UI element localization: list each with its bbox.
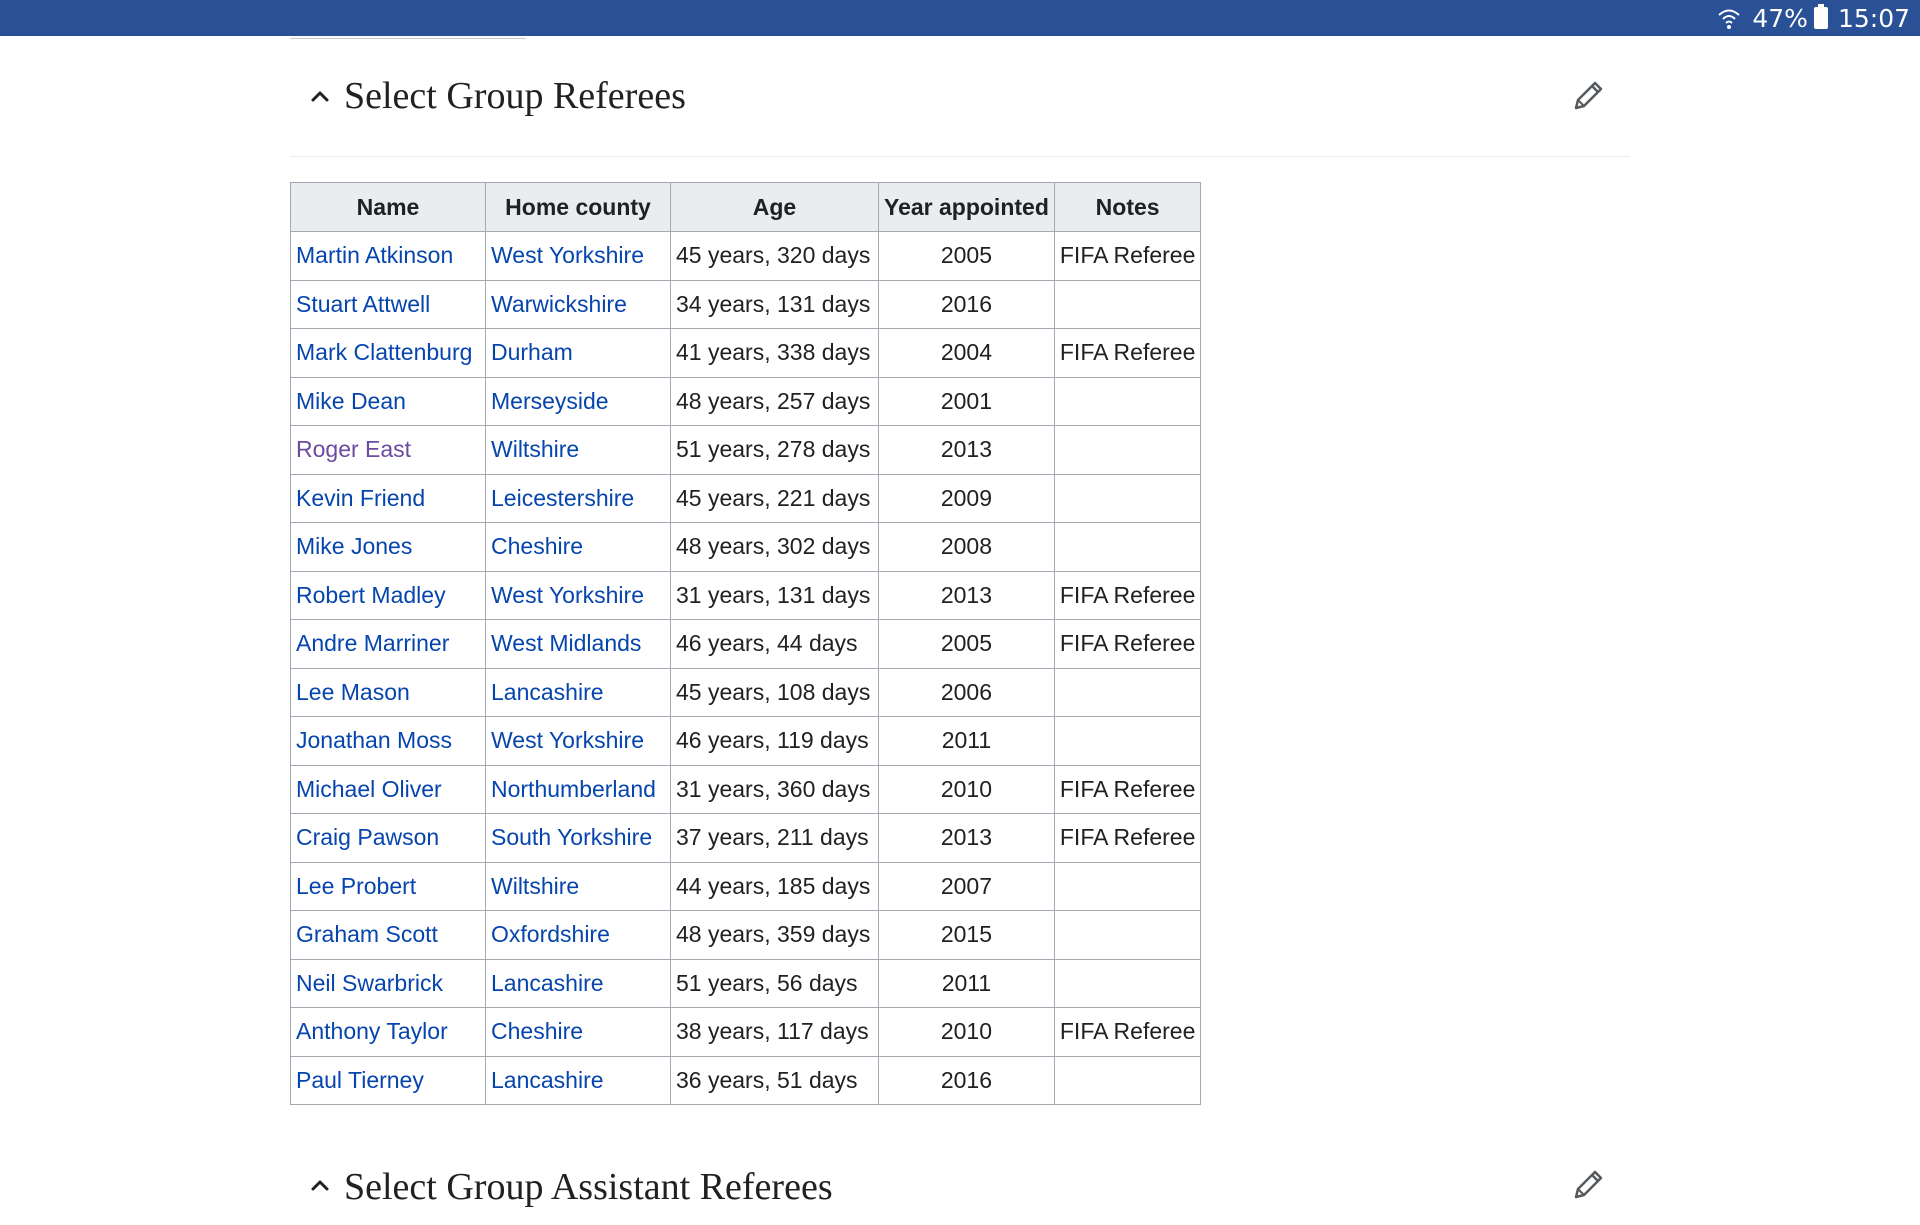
age-cell: 48 years, 359 days: [676, 921, 871, 948]
notes-cell: FIFA Referee: [1059, 581, 1196, 608]
home-county-cell[interactable]: [486, 232, 671, 281]
notes-cell: [1054, 1008, 1201, 1057]
referee-name-cell[interactable]: [291, 280, 486, 329]
home-county-cell[interactable]: [486, 280, 671, 329]
referee-name-cell[interactable]: [291, 911, 486, 960]
home-county-cell[interactable]: [486, 668, 671, 717]
age-cell: [671, 523, 879, 572]
notes-cell: [1054, 911, 1201, 960]
column-header-county[interactable]: Home county: [486, 183, 671, 232]
table-row: [291, 959, 1201, 1008]
table-row: [291, 329, 1201, 378]
referee-name-cell[interactable]: [291, 377, 486, 426]
notes-cell: [1054, 426, 1201, 475]
year-appointed-cell: [879, 474, 1055, 523]
home-county-link[interactable]: Leicestershire: [491, 484, 635, 511]
year-appointed-cell: 2011: [941, 727, 992, 754]
home-county-link[interactable]: Lancashire: [491, 1066, 604, 1093]
column-header-year[interactable]: Year appointed: [879, 183, 1055, 232]
year-appointed-cell: 2015: [940, 921, 993, 948]
notes-cell: FIFA Referee: [1059, 339, 1196, 366]
notes-cell: [1054, 717, 1201, 766]
home-county-cell[interactable]: [486, 377, 671, 426]
notes-cell: [1054, 232, 1201, 281]
age-cell: [671, 329, 879, 378]
table-row: [291, 717, 1201, 766]
home-county-cell[interactable]: [486, 765, 671, 814]
age-cell: [671, 911, 879, 960]
referee-name-cell[interactable]: [291, 620, 486, 669]
referee-name-link[interactable]: Mark Clattenburg: [296, 339, 473, 366]
year-appointed-cell: 2007: [940, 872, 993, 899]
notes-cell: [1054, 571, 1201, 620]
age-cell: 41 years, 338 days: [676, 339, 871, 366]
age-cell: 37 years, 211 days: [676, 824, 869, 851]
section-header-referees[interactable]: [290, 36, 1630, 157]
battery-icon: [1814, 7, 1828, 29]
table-row: [291, 571, 1201, 620]
home-county-cell[interactable]: [486, 426, 671, 475]
year-appointed-cell: [879, 1008, 1055, 1057]
year-appointed-cell: 2010: [940, 775, 993, 802]
table-row: [291, 862, 1201, 911]
referee-name-link[interactable]: Neil Swarbrick: [296, 969, 443, 996]
section-header-assistant-referees[interactable]: [290, 1135, 1630, 1225]
status-bar: [0, 0, 1920, 36]
age-cell: 46 years, 119 days: [676, 727, 869, 754]
pencil-icon[interactable]: [1568, 76, 1608, 116]
year-appointed-cell: [879, 814, 1055, 863]
year-appointed-cell: 2013: [940, 436, 993, 463]
referee-name-link[interactable]: Mike Jones: [296, 533, 413, 560]
wifi-icon: [1716, 5, 1742, 31]
home-county-cell[interactable]: [486, 523, 671, 572]
referee-name-cell[interactable]: [291, 232, 486, 281]
year-appointed-cell: 2013: [940, 581, 993, 608]
referee-name-link[interactable]: Martin Atkinson: [296, 242, 454, 269]
year-appointed-cell: [879, 717, 1055, 766]
year-appointed-cell: [879, 620, 1055, 669]
table-row: [291, 474, 1201, 523]
referee-name-link[interactable]: Roger East: [296, 436, 412, 463]
referee-name-link[interactable]: Paul Tierney: [296, 1066, 424, 1093]
table-row: [291, 280, 1201, 329]
age-cell: [671, 377, 879, 426]
notes-cell: FIFA Referee: [1059, 242, 1196, 269]
clock: 15:07: [1837, 3, 1910, 33]
age-cell: [671, 571, 879, 620]
home-county-link[interactable]: West Yorkshire: [491, 242, 644, 269]
column-header-name[interactable]: Name: [291, 183, 486, 232]
year-appointed-cell: [879, 426, 1055, 475]
year-appointed-cell: 2004: [940, 339, 993, 366]
home-county-link[interactable]: West Yorkshire: [491, 581, 644, 608]
home-county-link[interactable]: Oxfordshire: [491, 921, 610, 948]
home-county-cell[interactable]: [486, 474, 671, 523]
age-cell: [671, 765, 879, 814]
referee-name-cell[interactable]: [291, 329, 486, 378]
referee-name-cell[interactable]: [291, 523, 486, 572]
age-cell: [671, 1008, 879, 1057]
home-county-cell[interactable]: [486, 620, 671, 669]
age-cell: 45 years, 221 days: [676, 484, 871, 511]
age-cell: [671, 280, 879, 329]
age-cell: [671, 862, 879, 911]
home-county-cell[interactable]: [486, 911, 671, 960]
referee-name-cell[interactable]: [291, 1008, 486, 1057]
home-county-cell[interactable]: [486, 1008, 671, 1057]
year-appointed-cell: 2005: [940, 630, 993, 657]
age-cell: 51 years, 278 days: [676, 436, 871, 463]
table-wrapper: [290, 157, 1630, 1135]
referee-name-link[interactable]: Mike Dean: [296, 387, 406, 414]
referee-name-cell[interactable]: [291, 1056, 486, 1105]
home-county-link[interactable]: Wiltshire: [491, 872, 580, 899]
year-appointed-cell: 2005: [940, 242, 993, 269]
referee-name-cell[interactable]: [291, 862, 486, 911]
home-county-link[interactable]: West Midlands: [491, 630, 642, 657]
section-title: Select Group Referees: [344, 75, 686, 117]
chevron-up-icon[interactable]: [300, 1165, 340, 1205]
referee-name-link[interactable]: Michael Oliver: [296, 775, 442, 802]
year-appointed-cell: 2006: [940, 678, 993, 705]
referee-name-cell[interactable]: [291, 668, 486, 717]
notes-cell: [1054, 329, 1201, 378]
age-cell: 36 years, 51 days: [676, 1066, 858, 1093]
notes-cell: FIFA Referee: [1059, 824, 1196, 851]
referee-name-link[interactable]: Jonathan Moss: [296, 727, 452, 754]
section-title: Select Group Assistant Referees: [344, 1166, 833, 1208]
year-appointed-cell: [879, 765, 1055, 814]
referee-name-link[interactable]: Stuart Attwell: [296, 290, 431, 317]
referee-name-cell[interactable]: [291, 814, 486, 863]
age-cell: 31 years, 360 days: [676, 775, 871, 802]
age-cell: 44 years, 185 days: [676, 872, 871, 899]
year-appointed-cell: [879, 911, 1055, 960]
year-appointed-cell: [879, 377, 1055, 426]
notes-cell: [1054, 280, 1201, 329]
home-county-link[interactable]: West Yorkshire: [491, 727, 644, 754]
age-cell: [671, 474, 879, 523]
age-cell: [671, 620, 879, 669]
notes-cell: [1054, 377, 1201, 426]
referee-name-link[interactable]: Lee Mason: [296, 678, 410, 705]
home-county-cell[interactable]: [486, 571, 671, 620]
year-appointed-cell: [879, 280, 1055, 329]
table-row: [291, 668, 1201, 717]
table-row: [291, 1008, 1201, 1057]
notes-cell: FIFA Referee: [1059, 1018, 1196, 1045]
year-appointed-cell: 2013: [940, 824, 993, 851]
age-cell: 48 years, 302 days: [676, 533, 871, 560]
column-header-notes[interactable]: Notes: [1054, 183, 1201, 232]
age-cell: 51 years, 56 days: [676, 969, 858, 996]
table-row: [291, 377, 1201, 426]
referee-name-cell[interactable]: [291, 426, 486, 475]
notes-cell: [1054, 862, 1201, 911]
table-row: [291, 1056, 1201, 1105]
notes-cell: [1054, 765, 1201, 814]
referee-name-cell[interactable]: [291, 571, 486, 620]
referee-name-cell[interactable]: [291, 765, 486, 814]
age-cell: 46 years, 44 days: [676, 630, 858, 657]
home-county-link[interactable]: Lancashire: [491, 678, 604, 705]
notes-cell: FIFA Referee: [1059, 775, 1196, 802]
home-county-link[interactable]: Warwickshire: [491, 290, 627, 317]
age-cell: 31 years, 131 days: [676, 581, 871, 608]
home-county-link[interactable]: Northumberland: [491, 775, 656, 802]
pencil-icon[interactable]: [1568, 1165, 1608, 1205]
age-cell: [671, 1056, 879, 1105]
notes-cell: [1054, 668, 1201, 717]
referee-name-link[interactable]: Craig Pawson: [296, 824, 440, 851]
home-county-link[interactable]: Lancashire: [491, 969, 604, 996]
home-county-link[interactable]: Cheshire: [491, 533, 584, 560]
table-row: [291, 814, 1201, 863]
year-appointed-cell: [879, 959, 1055, 1008]
year-appointed-cell: [879, 329, 1055, 378]
age-cell: [671, 717, 879, 766]
referee-name-cell[interactable]: [291, 474, 486, 523]
age-cell: [671, 426, 879, 475]
age-cell: 38 years, 117 days: [676, 1018, 869, 1045]
referee-name-cell[interactable]: [291, 959, 486, 1008]
table-body: [291, 232, 1201, 1105]
notes-cell: [1054, 1056, 1201, 1105]
year-appointed-cell: 2008: [940, 533, 993, 560]
year-appointed-cell: 2001: [940, 387, 993, 414]
home-county-cell[interactable]: [486, 959, 671, 1008]
home-county-link[interactable]: Durham: [491, 339, 573, 366]
age-cell: [671, 814, 879, 863]
table-row: [291, 426, 1201, 475]
table-row: [291, 911, 1201, 960]
referee-name-link[interactable]: Robert Madley: [296, 581, 446, 608]
home-county-cell[interactable]: [486, 862, 671, 911]
age-cell: 34 years, 131 days: [676, 290, 871, 317]
column-header-age[interactable]: Age: [671, 183, 879, 232]
age-cell: [671, 232, 879, 281]
home-county-link[interactable]: Cheshire: [491, 1018, 584, 1045]
year-appointed-cell: 2010: [940, 1018, 993, 1045]
year-appointed-cell: 2016: [940, 1066, 993, 1093]
table-row: [291, 232, 1201, 281]
year-appointed-cell: 2011: [941, 969, 992, 996]
referee-name-cell[interactable]: [291, 717, 486, 766]
referee-name-link[interactable]: Anthony Taylor: [296, 1018, 448, 1045]
age-cell: 45 years, 108 days: [676, 678, 871, 705]
table-header-row: [291, 183, 1201, 232]
year-appointed-cell: [879, 232, 1055, 281]
referee-name-link[interactable]: Lee Probert: [296, 872, 417, 899]
year-appointed-cell: [879, 862, 1055, 911]
table-row: [291, 620, 1201, 669]
age-cell: 45 years, 320 days: [676, 242, 871, 269]
home-county-link[interactable]: Merseyside: [491, 387, 609, 414]
year-appointed-cell: [879, 523, 1055, 572]
age-cell: [671, 668, 879, 717]
referee-name-link[interactable]: Graham Scott: [296, 921, 438, 948]
notes-cell: [1054, 620, 1201, 669]
age-cell: [671, 959, 879, 1008]
notes-cell: [1054, 523, 1201, 572]
notes-cell: FIFA Referee: [1059, 630, 1196, 657]
referee-name-link[interactable]: Andre Marriner: [296, 630, 450, 657]
home-county-link[interactable]: Wiltshire: [491, 436, 580, 463]
referee-name-link[interactable]: Kevin Friend: [296, 484, 426, 511]
article-content: [290, 36, 1630, 1225]
year-appointed-cell: 2009: [940, 484, 993, 511]
home-county-link[interactable]: South Yorkshire: [491, 824, 653, 851]
notes-cell: [1054, 959, 1201, 1008]
home-county-cell[interactable]: [486, 717, 671, 766]
table-row: [291, 765, 1201, 814]
home-county-cell[interactable]: [486, 329, 671, 378]
year-appointed-cell: [879, 571, 1055, 620]
home-county-cell[interactable]: [486, 814, 671, 863]
battery-percent: 47%: [1752, 3, 1808, 33]
year-appointed-cell: 2016: [940, 290, 993, 317]
referees-table: [290, 182, 1201, 1105]
chevron-up-icon[interactable]: [300, 76, 340, 116]
year-appointed-cell: [879, 1056, 1055, 1105]
notes-cell: [1054, 474, 1201, 523]
year-appointed-cell: [879, 668, 1055, 717]
notes-cell: [1054, 814, 1201, 863]
home-county-cell[interactable]: [486, 1056, 671, 1105]
age-cell: 48 years, 257 days: [676, 387, 871, 414]
table-row: [291, 523, 1201, 572]
